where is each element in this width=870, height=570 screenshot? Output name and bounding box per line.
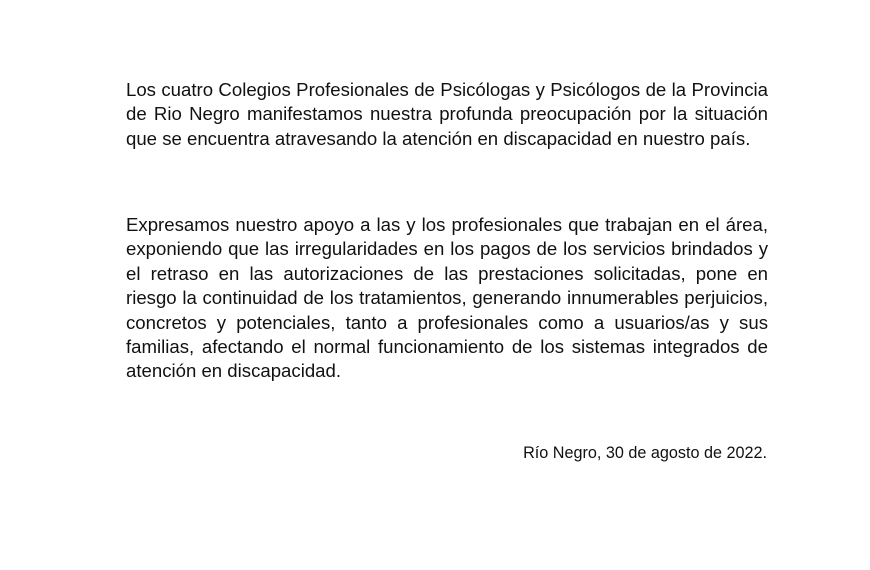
paragraph-support: Expresamos nuestro apoyo a las y los profesionales que trabajan en el área, exponiendo que las irregularidades en los pagos de los servicios brindados y el retraso en las autorizaciones de las prestaciones solicitadas, pone en riesgo la continuidad de los tratamientos, generando innumerables perjuicios, concretos y potenciales, tanto a profesionales como a usuarios/as y sus familias, afectando el normal funcionamiento de los sistemas integrados de atención en discapacidad. [126, 214, 768, 382]
paragraph-concern: Los cuatro Colegios Profesionales de Psicólogas y Psicólogos de la Provincia de Rio Negro manifestamos nuestra profunda preocupación por la situación que se encuentra atravesando la atención en discapacidad en nuestro país. [126, 79, 768, 149]
place-and-date: Río Negro, 30 de agosto de 2022. [523, 444, 767, 462]
